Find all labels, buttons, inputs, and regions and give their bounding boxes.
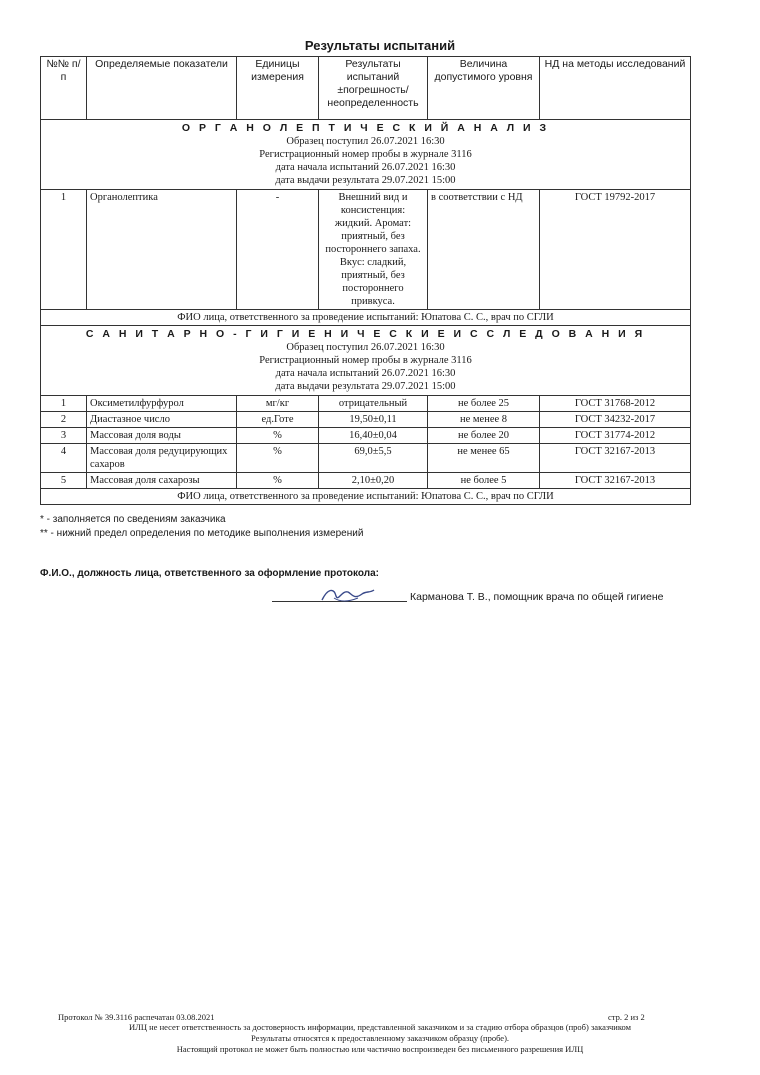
results-table	[40, 56, 691, 505]
row-indicator: Массовая доля редуцирующих сахаров	[87, 444, 237, 473]
row-method: ГОСТ 31774-2012	[540, 428, 691, 444]
row-num: 3	[41, 428, 87, 444]
row-indicator: Массовая доля сахарозы	[87, 473, 237, 489]
responsible-person: ФИО лица, ответственного за проведение испытаний: Юпатова С. С., врач по СГЛИ	[41, 489, 691, 505]
test-start-date: дата начала испытаний 26.07.2021 16:30	[275, 162, 456, 173]
signature-icon	[318, 584, 378, 606]
disclaimer-line-1: ИЛЦ не несет ответственность за достоверность информации, представленной заказчиком и за стадию отбора образцов (проб) заказчиком	[128, 1022, 632, 1032]
responsible-person: ФИО лица, ответственного за проведение испытаний: Юпатова С. С., врач по СГЛИ	[41, 310, 691, 326]
page-number: стр. 2 из 2	[608, 1012, 645, 1022]
protocol-responsible-name: Карманова Т. В., помощник врача по общей гигиене	[410, 591, 664, 603]
responsible-row	[41, 310, 691, 326]
row-indicator: Диастазное число	[87, 412, 237, 428]
registration-number: Регистрационный номер пробы в журнале 3116	[259, 149, 472, 160]
section-organoleptic-header	[41, 120, 691, 190]
header-units: Единицы измерения	[237, 57, 319, 120]
row-indicator: Органолептика	[87, 190, 237, 310]
protocol-responsible-label: Ф.И.О., должность лица, ответственного за оформление протокола:	[40, 568, 379, 579]
row-result: Внешний вид и консистенция: жидкий. Аромат: приятный, без постороннего запаха. Вкус: сладкий, приятный, без постороннего привкуса.	[319, 190, 428, 310]
row-units: %	[237, 444, 319, 473]
row-result: отрицательный	[319, 396, 428, 412]
row-result: 2,10±0,20	[319, 473, 428, 489]
footnotes	[40, 513, 363, 541]
row-num: 1	[41, 190, 87, 310]
row-method: ГОСТ 19792-2017	[540, 190, 691, 310]
header-allowed: Величина допустимого уровня	[428, 57, 540, 120]
table-row	[41, 473, 691, 489]
protocol-print-info: Протокол № 39.3116 распечатан 03.08.2021	[58, 1012, 215, 1022]
disclaimer-line-3: Настоящий протокол не может быть полностью или частично воспроизведен без письменного разрешения ИЛЦ	[176, 1044, 584, 1054]
header-indicator: Определяемые показатели	[87, 57, 237, 120]
disclaimer-line-2: Результаты относятся к предоставленному заказчиком образцу (пробе).	[250, 1033, 510, 1043]
test-start-date: дата начала испытаний 26.07.2021 16:30	[275, 368, 456, 379]
row-method: ГОСТ 34232-2017	[540, 412, 691, 428]
table-header-row	[41, 57, 691, 120]
row-result: 69,0±5,5	[319, 444, 428, 473]
row-method: ГОСТ 32167-2013	[540, 473, 691, 489]
section-sanitary-header	[41, 326, 691, 396]
header-num: №№ п/п	[41, 57, 87, 120]
row-method: ГОСТ 32167-2013	[540, 444, 691, 473]
table-row	[41, 444, 691, 473]
table-row	[41, 396, 691, 412]
row-units: ед.Готе	[237, 412, 319, 428]
row-units: мг/кг	[237, 396, 319, 412]
header-results: Результаты испытаний ±погрешность/ неопределенность	[319, 57, 428, 120]
row-method: ГОСТ 31768-2012	[540, 396, 691, 412]
sample-received: Образец поступил 26.07.2021 16:30	[286, 136, 445, 147]
table-row	[41, 412, 691, 428]
row-num: 2	[41, 412, 87, 428]
row-units: -	[237, 190, 319, 310]
row-allowed: не более 5	[428, 473, 540, 489]
responsible-row	[41, 489, 691, 505]
row-units: %	[237, 428, 319, 444]
row-result: 19,50±0,11	[319, 412, 428, 428]
section-title: С А Н И Т А Р Н О - Г И Г И Е Н И Ч Е С К И Е И С С Л Е Д О В А Н И Я	[85, 328, 646, 340]
row-allowed: не более 20	[428, 428, 540, 444]
result-issue-date: дата выдачи результата 29.07.2021 15:00	[275, 175, 456, 186]
row-units: %	[237, 473, 319, 489]
row-indicator: Массовая доля воды	[87, 428, 237, 444]
row-num: 1	[41, 396, 87, 412]
row-allowed: в соответствии с НД	[428, 190, 540, 310]
page-title: Результаты испытаний	[304, 38, 456, 53]
row-num: 4	[41, 444, 87, 473]
row-allowed: не менее 65	[428, 444, 540, 473]
registration-number: Регистрационный номер пробы в журнале 3116	[259, 355, 472, 366]
footnote-customer: * - заполняется по сведениям заказчика	[40, 514, 226, 525]
row-allowed: не более 25	[428, 396, 540, 412]
sample-received: Образец поступил 26.07.2021 16:30	[286, 342, 445, 353]
section-title: О Р Г А Н О Л Е П Т И Ч Е С К И Й А Н А Л И З	[181, 122, 550, 134]
row-allowed: не менее 8	[428, 412, 540, 428]
row-indicator: Оксиметилфурфурол	[87, 396, 237, 412]
row-result: 16,40±0,04	[319, 428, 428, 444]
table-row	[41, 428, 691, 444]
footnote-detection-limit: ** - нижний предел определения по методике выполнения измерений	[40, 528, 364, 539]
header-methods: НД на методы исследований	[540, 57, 691, 120]
row-num: 5	[41, 473, 87, 489]
result-issue-date: дата выдачи результата 29.07.2021 15:00	[275, 381, 456, 392]
table-row	[41, 190, 691, 310]
